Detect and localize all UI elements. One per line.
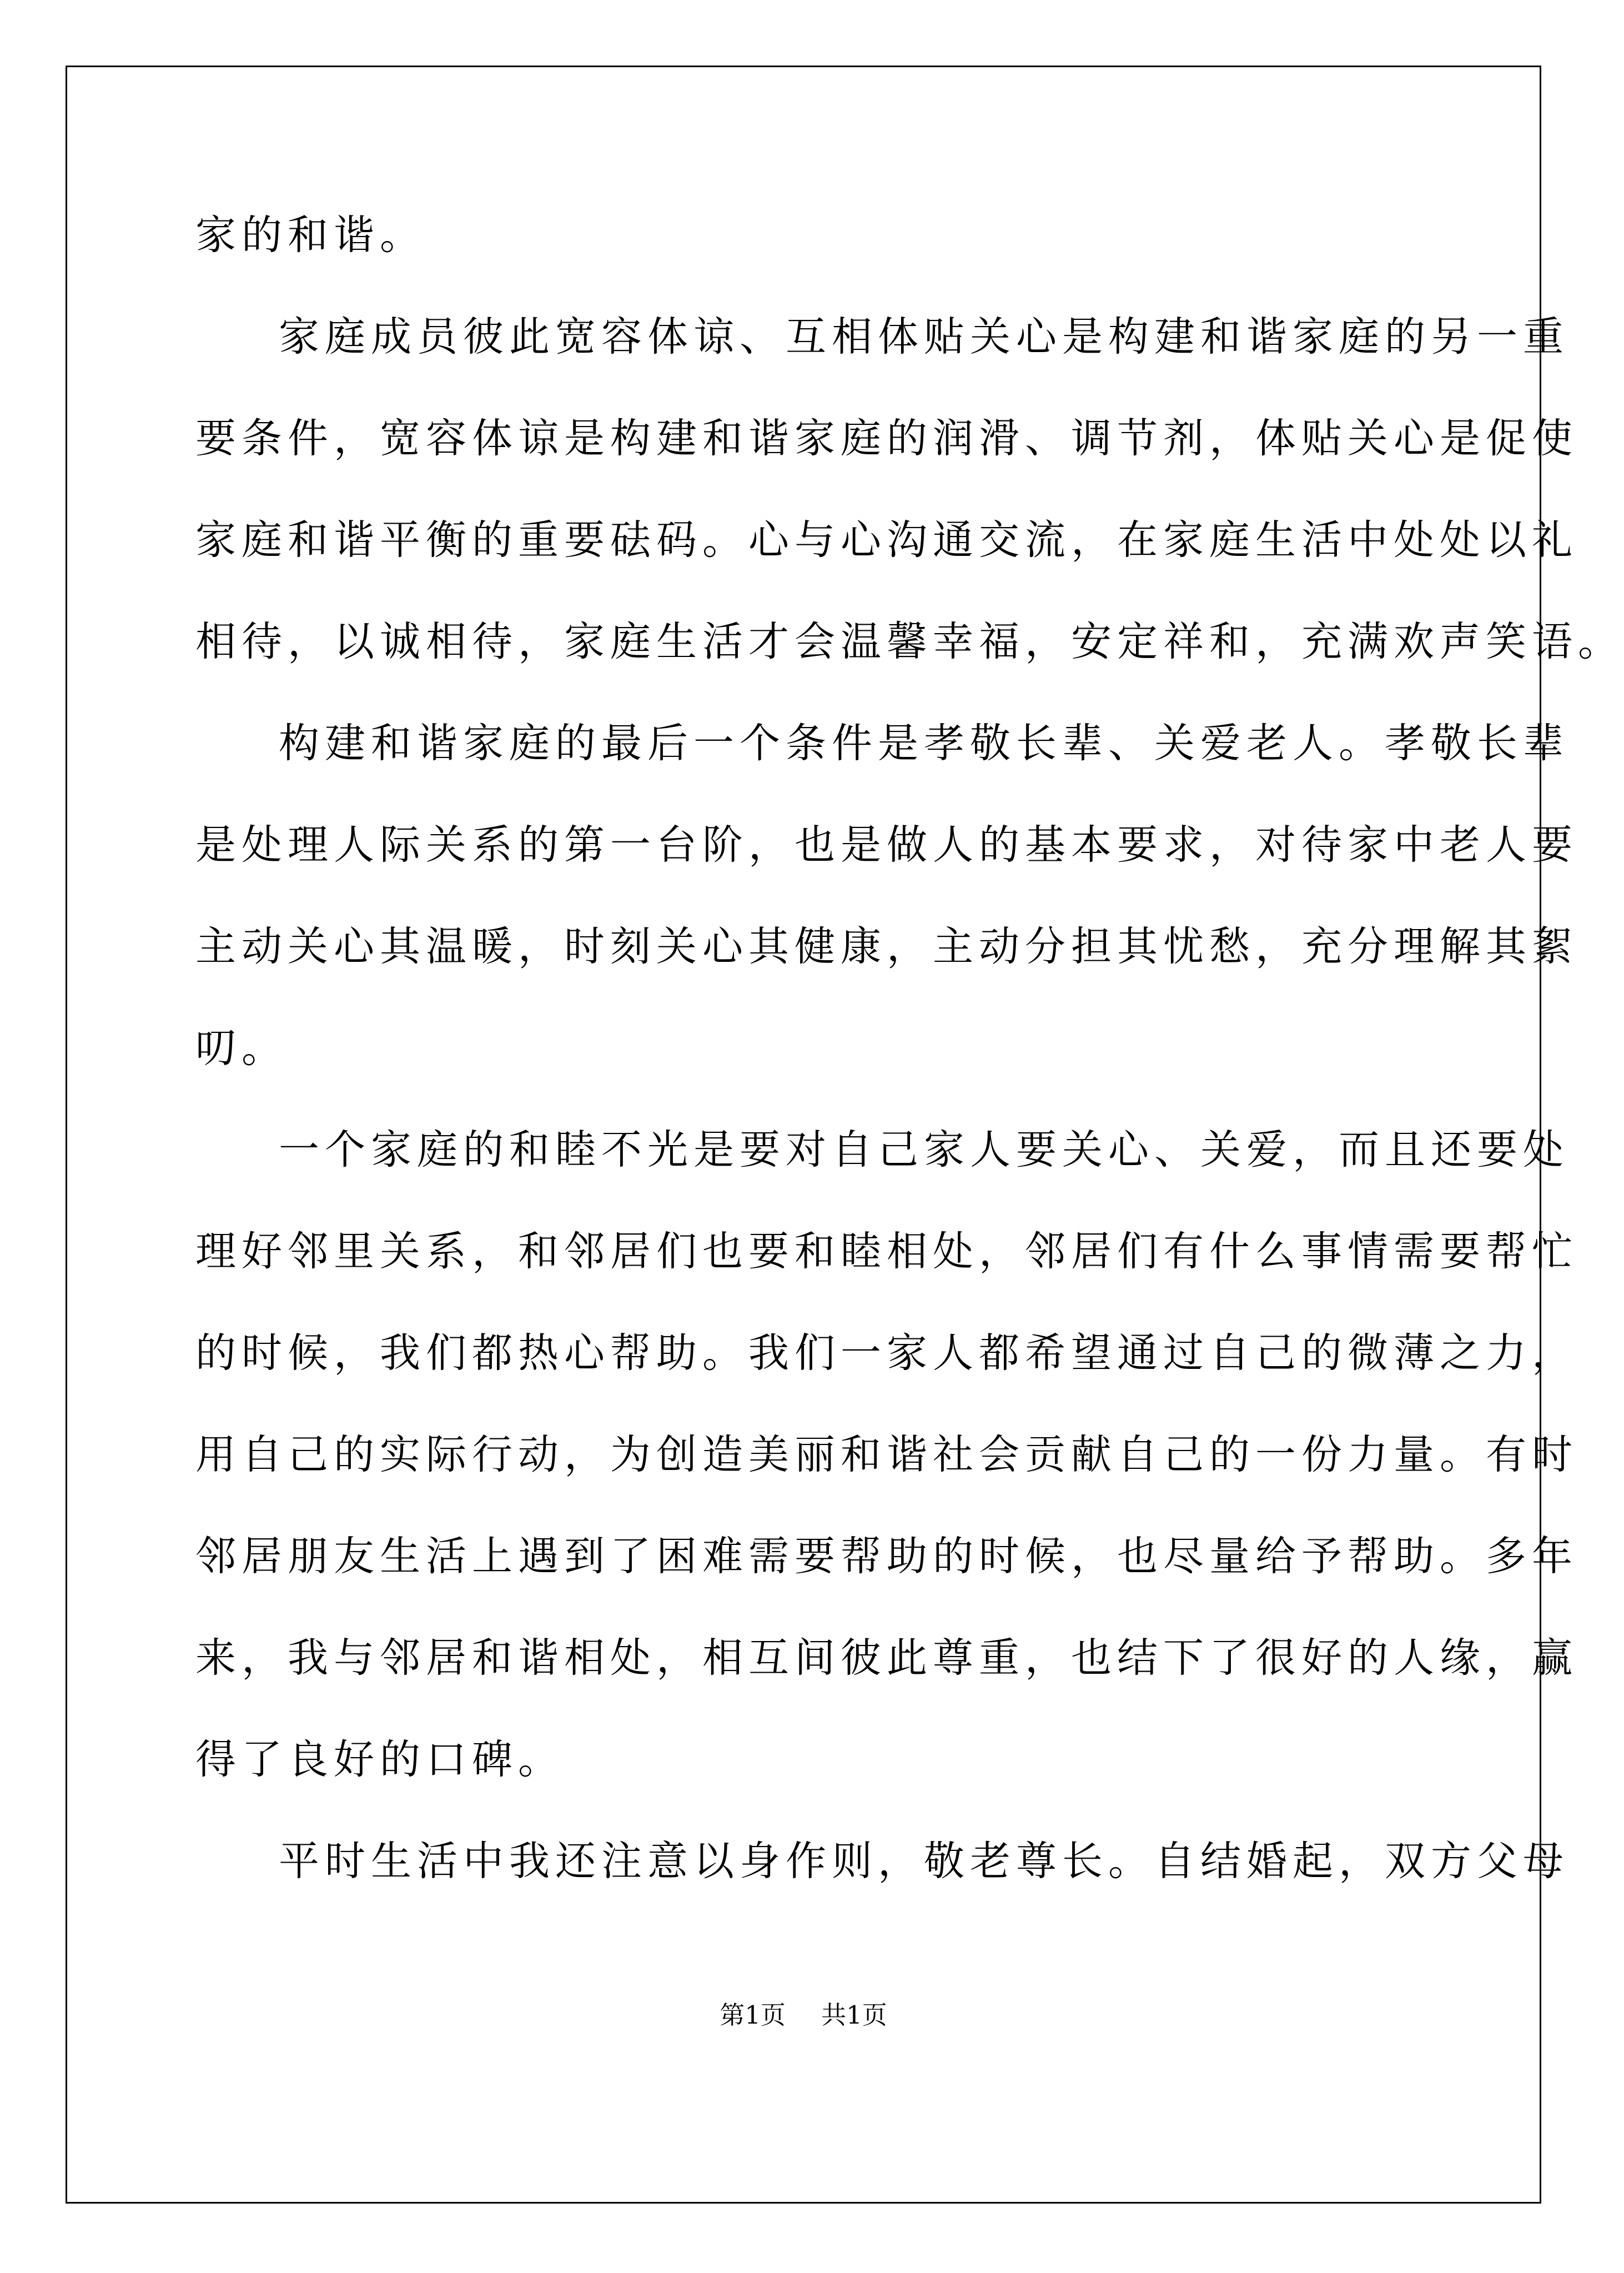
text-line: 主动关心其温暖，时刻关心其健康，主动分担其忧愁，充分理解其絮 — [195, 923, 1578, 970]
page-footer — [0, 1995, 1607, 2031]
text-line: 理好邻里关系，和邻居们也要和睦相处，邻居们有什么事情需要帮忙 — [195, 1228, 1578, 1275]
text-line: 相待，以诚相待，家庭生活才会温馨幸福，安定祥和，充满欢声笑语。 — [195, 618, 1624, 665]
text-line: 得了良好的口碑。 — [195, 1736, 564, 1783]
text-line: 构建和谐家庭的最后一个条件是孝敬长辈、关爱老人。孝敬长辈 — [279, 720, 1569, 767]
text-line: 要条件，宽容体谅是构建和谐家庭的润滑、调节剂，体贴关心是促使 — [195, 415, 1578, 462]
text-line: 来，我与邻居和谐相处，相互间彼此尊重，也结下了很好的人缘，赢 — [195, 1634, 1578, 1682]
text-line: 一个家庭的和睦不光是要对自己家人要关心、关爱，而且还要处 — [279, 1126, 1569, 1173]
text-line: 家庭和谐平衡的重要砝码。心与心沟通交流，在家庭生活中处处以礼 — [195, 516, 1578, 564]
text-line: 家的和谐。 — [195, 212, 426, 259]
text-line: 家庭成员彼此宽容体谅、互相体贴关心是构建和谐家庭的另一重 — [279, 313, 1569, 360]
document-body — [195, 184, 1624, 1912]
text-line: 平时生活中我还注意以身作则，敬老尊长。自结婚起，双方父母 — [279, 1838, 1569, 1885]
text-line: 的时候，我们都热心帮助。我们一家人都希望通过自己的微薄之力， — [195, 1329, 1578, 1377]
page-total: 共1页 — [821, 2000, 887, 2030]
text-line: 用自己的实际行动，为创造美丽和谐社会贡献自己的一份力量。有时 — [195, 1431, 1578, 1478]
page-number: 第1页 — [720, 2000, 786, 2030]
text-line: 是处理人际关系的第一台阶，也是做人的基本要求，对待家中老人要 — [195, 821, 1578, 869]
text-line: 邻居朋友生活上遇到了困难需要帮助的时候，也尽量给予帮助。多年 — [195, 1533, 1578, 1580]
text-line: 叨。 — [195, 1025, 288, 1072]
